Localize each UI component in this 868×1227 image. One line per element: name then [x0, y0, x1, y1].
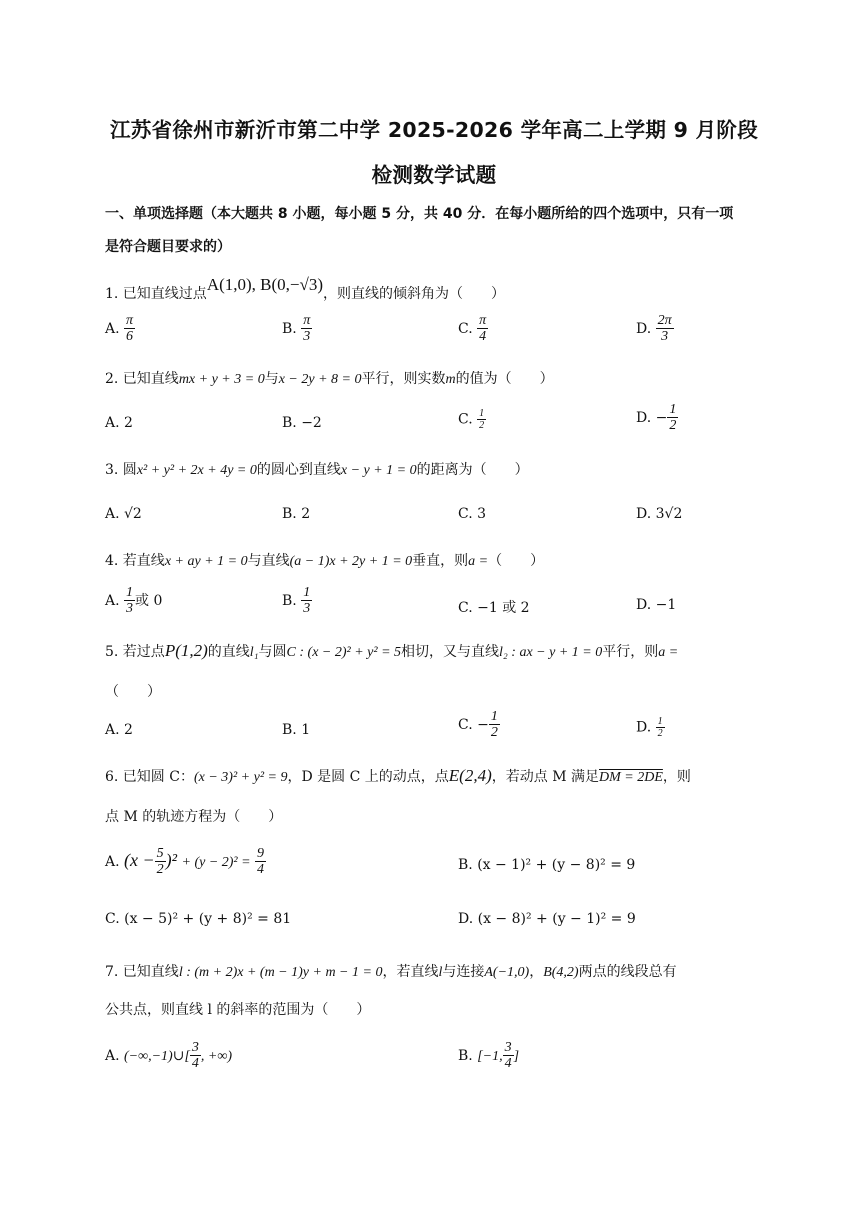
section-heading: 一、单项选择题（本大题共 8 小题，每小题 5 分，共 40 分．在每小题所给的四个选项中，只有一项	[105, 206, 734, 222]
q4-option-c: C. −1 或 2	[458, 600, 530, 616]
question-5-stem-cont: （ ）	[105, 684, 161, 700]
q5-option-b: B. 1	[282, 722, 311, 738]
q5-option-c: C. − $\frac{1}{2}$	[458, 709, 498, 741]
q4-option-d: D. −1	[636, 597, 677, 613]
q2-option-a: A. 2	[105, 415, 133, 431]
exam-title-line2: 检测数学试题	[371, 163, 497, 187]
question-5-stem: 5. 若过点P(1,2)的直线l₁与圆C : (x − 2)² + y² = 5相切，又与直线l₂ : ax − y + 1 = 0平行，则a =	[105, 641, 679, 660]
q2-option-d: D. − $\frac{1}{2}$	[636, 402, 677, 434]
question-4-stem: 4. 若直线x + ay + 1 = 0与直线(a − 1)x + 2y + 1 = 0垂直，则a =（ ）	[105, 553, 545, 569]
question-2-stem: 2. 已知直线mx + y + 3 = 0与x − 2y + 8 = 0平行，则实数m的值为（ ）	[105, 371, 554, 387]
q7-option-b: B. [−1, $\frac{3}{4}$ ]	[458, 1040, 520, 1072]
q1-option-b: B. $\frac{\pi}{3}$	[282, 313, 311, 345]
q6-option-d: D. (x − 8)² + (y − 1)² = 9	[458, 911, 636, 927]
q6-option-c: C. (x − 5)² + (y + 8)² = 81	[105, 911, 292, 927]
q5-option-d: D. $\frac{1}{2}$	[636, 716, 663, 739]
question-7-stem: 7. 已知直线l : (m + 2)x + (m − 1)y + m − 1 = 0，若直线l与连接A(−1,0)，B(4,2)两点的线段总有	[105, 964, 677, 980]
q7-option-a: A. (−∞,−1)∪[ $\frac{3}{4}$ , +∞)	[105, 1040, 232, 1072]
q1-option-a: A. $\frac{\pi}{6}$	[105, 313, 134, 345]
exam-title-line1: 江苏省徐州市新沂市第二中学 2025-2026 学年高二上学期 9 月阶段	[109, 118, 759, 142]
question-7-stem-cont: 公共点，则直线 l 的斜率的范围为（ ）	[105, 1002, 371, 1018]
question-1-stem: 1. 已知直线过点A(1,0), B(0,−√3)，则直线的倾斜角为（ ）	[105, 275, 505, 302]
question-3-stem: 3. 圆x² + y² + 2x + 4y = 0的圆心到直线x − y + 1 = 0的距离为（ ）	[105, 462, 529, 478]
q5-option-a: A. 2	[105, 722, 133, 738]
q3-option-c: C. 3	[458, 506, 487, 522]
question-6-stem: 6. 已知圆 C：(x − 3)² + y² = 9，D 是圆 C 上的动点，点E(2,4)，若动点 M 满足DM = 2DE，则	[105, 766, 691, 785]
q6-option-a: A. (x − $\frac{5}{2}$ )² + (y − 2)² = $\frac{9}{4}$	[105, 846, 265, 878]
q1-option-d: D. $\frac{2\pi}{3}$	[636, 313, 672, 345]
q3-option-a: A. √2	[105, 506, 142, 522]
points-expr: A(1,0), B(0,−√3)	[206, 275, 323, 294]
q3-option-d: D. 3√2	[636, 506, 683, 522]
q4-option-b: B. $\frac{1}{3}$	[282, 585, 311, 617]
q6-option-b: B. (x − 1)² + (y − 8)² = 9	[458, 857, 636, 873]
q2-option-c: C. $\frac{1}{2}$	[458, 408, 485, 431]
q3-option-b: B. 2	[282, 506, 311, 522]
q1-option-c: C. $\frac{\pi}{4}$	[458, 313, 487, 345]
q4-option-a: A. $\frac{1}{3}$ 或 0	[105, 585, 163, 617]
q2-option-b: B. −2	[282, 415, 322, 431]
question-6-stem-cont: 点 M 的轨迹方程为（ ）	[105, 809, 283, 825]
section-heading-cont: 是符合题目要求的）	[105, 239, 231, 255]
